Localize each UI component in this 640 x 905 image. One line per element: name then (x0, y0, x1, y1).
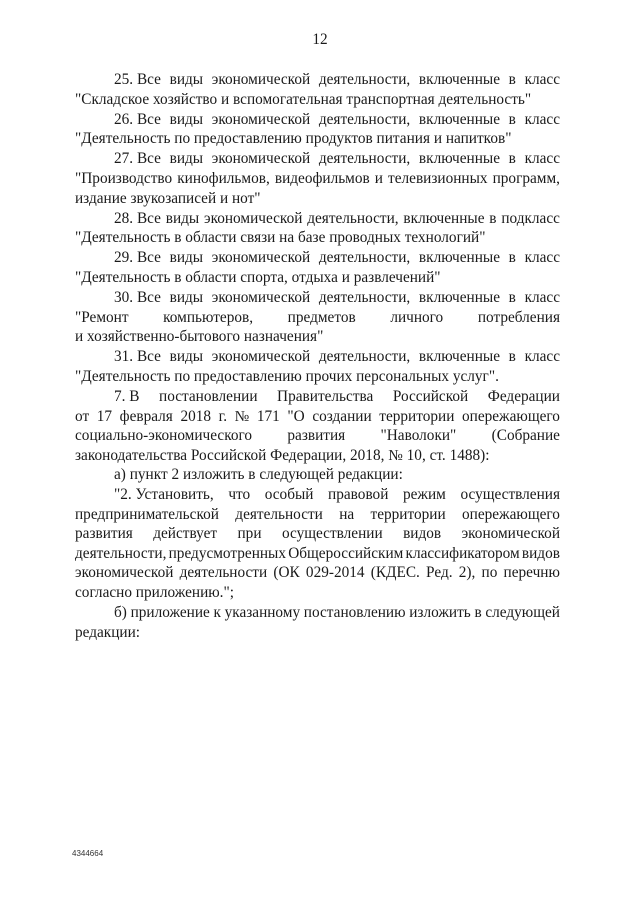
paragraph (75, 465, 560, 485)
word: виды (165, 209, 200, 227)
word: предпринимательской (75, 505, 219, 523)
word: Российской (392, 388, 469, 405)
word: опережающего (462, 407, 560, 425)
word: экономической (211, 249, 311, 267)
word: деятельности, (318, 150, 411, 168)
word: действует (153, 525, 218, 543)
word: программ, (492, 169, 560, 187)
word: приложение (130, 604, 210, 622)
word: в (508, 348, 516, 366)
word: телевизионных (388, 169, 488, 187)
text-line (75, 583, 560, 603)
word: 2018 (180, 407, 212, 425)
word: включенные (403, 209, 485, 227)
text-line (75, 110, 560, 130)
word: предметов (287, 308, 356, 326)
word: "Деятельность в области спорта, отдыха и развлечений" (75, 268, 441, 286)
word: "Ремонт (75, 308, 129, 326)
text-line (75, 90, 560, 110)
word: 171 (256, 407, 280, 425)
text-line (75, 524, 560, 544)
document-id: 4344664 (72, 849, 104, 858)
word: класс (524, 289, 560, 307)
text-line (75, 268, 560, 288)
text-line (75, 209, 560, 229)
word: деятельности, (75, 544, 167, 562)
text-line (75, 623, 560, 643)
word: территории (370, 505, 446, 523)
word: издание звукозаписей и нот" (75, 189, 261, 207)
word: деятельности (179, 564, 268, 582)
word: деятельности, (307, 209, 399, 227)
word: личного (390, 308, 444, 326)
word: на (339, 505, 355, 523)
paragraph (75, 603, 560, 642)
word: включенные (418, 348, 500, 366)
word: в (508, 71, 516, 88)
page-number: 12 (312, 31, 328, 48)
word: видов (403, 525, 442, 543)
text-line (75, 248, 560, 268)
word: экономической (211, 289, 311, 307)
text-line (75, 367, 560, 387)
word: законодательства Российской Федерации, 2018, № 10, ст. 1488): (75, 446, 490, 464)
text-line (75, 288, 560, 308)
word: "Деятельность по предоставлению прочих персональных услуг". (75, 367, 499, 385)
text-line (75, 426, 560, 446)
word: "Деятельность по предоставлению продуктов питания и напитков" (75, 130, 512, 148)
word: "О (287, 407, 305, 425)
word: февраля (119, 407, 173, 425)
word: 25. Все (114, 71, 161, 88)
word: 2), (458, 564, 476, 582)
word: виды (169, 110, 204, 128)
paragraph (75, 209, 560, 248)
word: 30. Все (114, 289, 161, 307)
text-line (75, 603, 560, 623)
word: подкласс (501, 209, 560, 227)
word: экономической (211, 71, 311, 88)
word: (КДЕС. (370, 564, 420, 582)
word: компьютеров, (163, 308, 254, 326)
word: 29. Все (114, 249, 161, 267)
word: редакции: (75, 623, 141, 641)
paragraph (75, 288, 560, 347)
word: при (237, 525, 262, 543)
word: экономической (211, 150, 311, 168)
word: видов (521, 544, 560, 562)
paragraph (75, 70, 560, 109)
word: в (508, 110, 516, 128)
text-line (75, 446, 560, 466)
text-line (75, 228, 560, 248)
word: кинофильмов, (177, 169, 270, 187)
word: "Наволоки" (380, 427, 457, 445)
word: деятельности (235, 505, 323, 523)
word: следующей (485, 604, 560, 622)
word: деятельности, (318, 249, 411, 267)
word: виды (169, 289, 204, 307)
word: к (213, 604, 221, 622)
word: г. (218, 407, 228, 425)
word: осуществлении (281, 525, 383, 543)
paragraph (75, 248, 560, 287)
word: перечню (503, 564, 560, 582)
text-line (75, 485, 560, 505)
word: 28. Все (114, 209, 161, 227)
text-line (75, 308, 560, 328)
word: согласно приложению."; (75, 583, 235, 601)
paragraph (75, 149, 560, 208)
word: развития (75, 525, 133, 543)
word: постановлении (159, 388, 258, 405)
word: № (234, 407, 250, 425)
word: класс (524, 348, 560, 366)
word: 26. Все (114, 110, 161, 128)
word: деятельности, (318, 348, 411, 366)
word: потребления (477, 308, 560, 326)
word: 27. Все (114, 150, 161, 168)
word: особый (264, 485, 314, 503)
text-line (75, 149, 560, 169)
word: виды (169, 249, 204, 267)
word: в (508, 289, 516, 307)
word: осуществления (460, 485, 560, 503)
word: что (228, 485, 251, 503)
word: социально-экономического (75, 427, 253, 445)
word: включенные (418, 71, 500, 88)
word: "2. Установить, (114, 485, 214, 503)
word: (Собрание (491, 427, 560, 445)
word: и хозяйственно-бытового назначения" (75, 328, 324, 346)
word: виды (169, 348, 204, 366)
word: класс (524, 150, 560, 168)
word: опережающего (462, 505, 560, 523)
word: а) пункт 2 изложить в следующей редакции: (114, 466, 403, 484)
word: "Деятельность в области связи на базе проводных технологий" (75, 229, 486, 247)
text-line (75, 347, 560, 367)
word: экономической (461, 525, 560, 543)
word: изложить (409, 604, 471, 622)
text-line (75, 465, 560, 485)
text-line (75, 189, 560, 209)
word: в (508, 150, 516, 168)
word: деятельности, (318, 110, 411, 128)
paragraph (75, 110, 560, 149)
word: по (481, 564, 498, 582)
paragraph (75, 387, 560, 465)
word: "Складское хозяйство и вспомогательная транспортная деятельность" (75, 90, 532, 108)
text-line (75, 387, 560, 407)
paragraph (75, 347, 560, 386)
word: включенные (418, 150, 500, 168)
word: деятельности, (318, 71, 411, 88)
word: включенные (418, 249, 500, 267)
text-line (75, 169, 560, 189)
word: Ред. (426, 564, 453, 582)
word: 7. В (114, 388, 140, 405)
word: предусмотренных (168, 544, 286, 562)
word: (ОК (273, 564, 300, 582)
text-line (75, 129, 560, 149)
word: в (508, 249, 516, 267)
text-line (75, 327, 560, 347)
document-body (75, 70, 560, 642)
word: классификатором (405, 544, 520, 562)
text-line (75, 407, 560, 427)
word: видеофильмов (274, 169, 370, 187)
word: и (374, 169, 383, 187)
word: постановлению (303, 604, 406, 622)
word: экономической (204, 209, 303, 227)
word: класс (524, 249, 560, 267)
text-line (75, 563, 560, 583)
word: виды (169, 71, 204, 88)
word: б) (114, 604, 127, 622)
word: 17 (96, 407, 113, 425)
word: 31. Все (114, 348, 161, 366)
word: создании (312, 407, 372, 425)
word: экономической (211, 348, 311, 366)
text-line (75, 70, 560, 90)
word: виды (169, 150, 204, 168)
word: "Производство (75, 169, 173, 187)
word: класс (524, 110, 560, 128)
text-line (75, 505, 560, 525)
word: Правительства (277, 388, 374, 405)
word: в (474, 604, 482, 622)
word: экономической (211, 110, 311, 128)
word: Общероссийским (288, 544, 404, 562)
word: режим (402, 485, 446, 503)
word: класс (524, 71, 560, 88)
word: правовой (328, 485, 389, 503)
word: Федерации (487, 388, 560, 405)
word: указанному (224, 604, 301, 622)
word: 029-2014 (305, 564, 365, 582)
paragraph (75, 485, 560, 603)
word: включенные (418, 289, 500, 307)
text-line (75, 544, 560, 564)
word: от (75, 407, 90, 425)
word: деятельности, (318, 289, 411, 307)
word: включенные (418, 110, 500, 128)
word: территории (379, 407, 455, 425)
word: в (489, 209, 497, 227)
word: экономической (75, 564, 174, 582)
word: развития (287, 427, 346, 445)
